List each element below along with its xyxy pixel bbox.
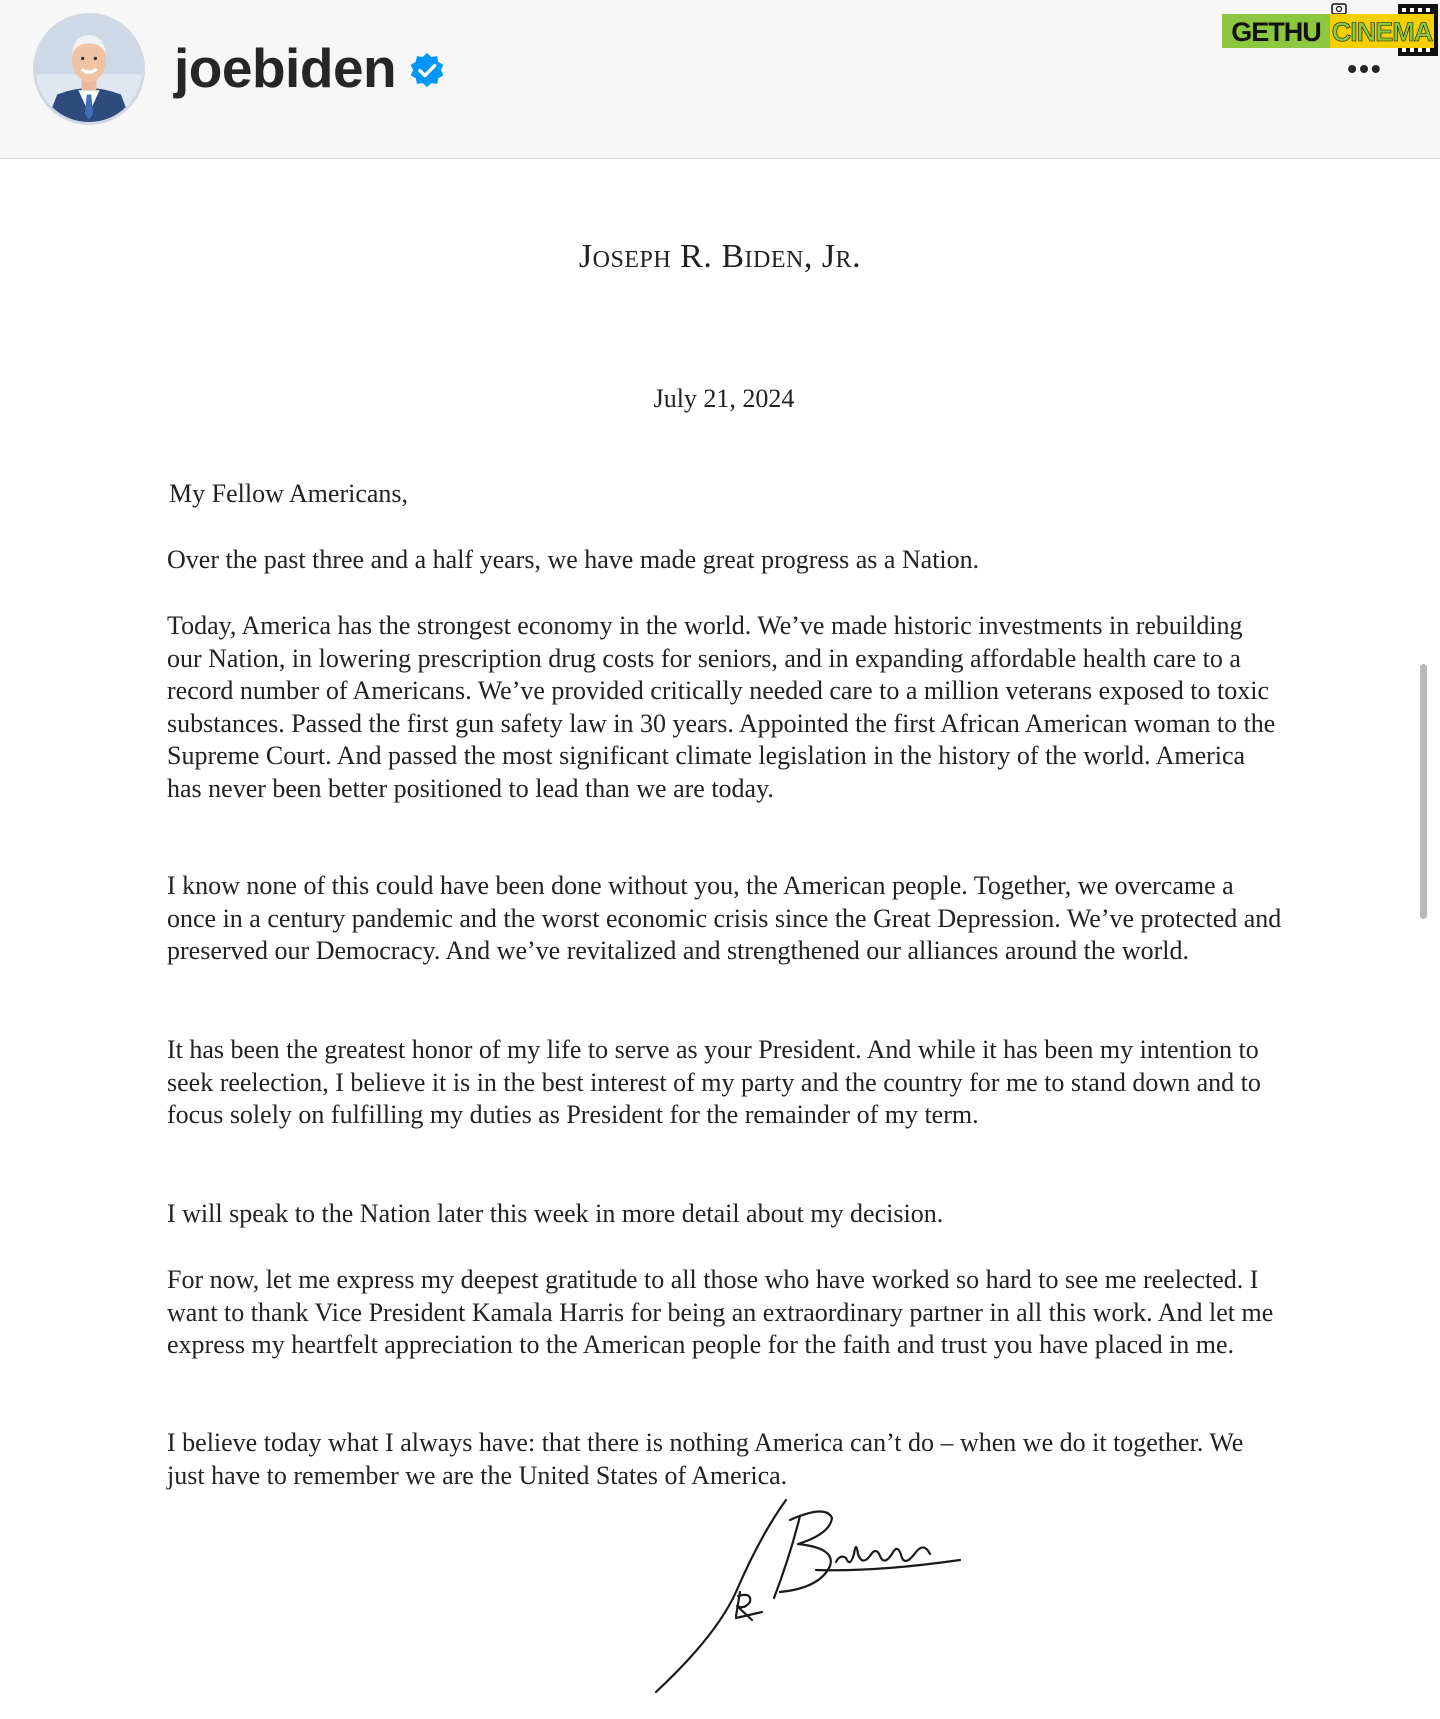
letter-salutation: My Fellow Americans, xyxy=(169,479,409,508)
profile-photo-icon xyxy=(36,16,142,122)
letter-paragraph: It has been the greatest honor of my life to serve as your President. And while it has been my intention to seek reelection, I believe it is in the best interest of my party and the country for me to stand down and to focus solely on fulfilling my duties as President for the remainder of my term. xyxy=(167,1035,1261,1129)
scrollbar-thumb[interactable] xyxy=(1420,664,1427,919)
more-options-button[interactable]: ••• xyxy=(1347,53,1383,84)
verified-badge-icon xyxy=(408,52,446,90)
letter-paragraph: I will speak to the Nation later this week in more detail about my decision. xyxy=(167,1199,944,1228)
letter-paragraph: Today, America has the strongest economy in the world. We’ve made historic investments in rebuilding our Nation, in lowering prescription drug costs for seniors, and in expanding affordable health care to a record number of Americans. We’ve provided critically needed care to a million veterans exposed to toxic substances. Passed the first gun safety law in 30 years. Appointed the first African American woman to the Supreme Court. And passed the most significant climate legislation in the history of the world. America has never been better positioned to lead than we are today. xyxy=(167,611,1276,803)
profile-avatar[interactable] xyxy=(36,16,142,122)
letter-paragraph: I know none of this could have been done without you, the American people. Together, we overcame a once in a century pandemic and the worst economic crisis since the Great Depression. We’ve protected and preserved our Democracy. And we’ve revitalized and strengthened our alliances around the world. xyxy=(167,871,1282,965)
svg-text:GETHU: GETHU xyxy=(1231,17,1321,47)
post-header xyxy=(0,0,1440,159)
profile-username[interactable]: joebiden xyxy=(174,37,397,99)
watermark-logo xyxy=(1222,2,1438,58)
letter-paragraph: For now, let me express my deepest gratitude to all those who have worked so hard to see me reelected. I want to thank Vice President Kamala Harris for being an extraordinary partner in all this work. And let me express my heartfelt appreciation to the American people for the faith and trust you have placed in me. xyxy=(167,1265,1274,1359)
letterhead: Joseph R. Biden, Jr. xyxy=(578,238,862,275)
handwritten-signature xyxy=(640,1496,1020,1696)
letter-date: July 21, 2024 xyxy=(653,384,795,413)
letter-paragraph: I believe today what I always have: that there is nothing America can’t do – when we do it together. We just have to remember we are the United States of America. xyxy=(167,1428,1244,1490)
svg-text:CINEMA: CINEMA xyxy=(1331,17,1433,47)
letter-paragraph: Over the past three and a half years, we have made great progress as a Nation. xyxy=(167,545,980,574)
